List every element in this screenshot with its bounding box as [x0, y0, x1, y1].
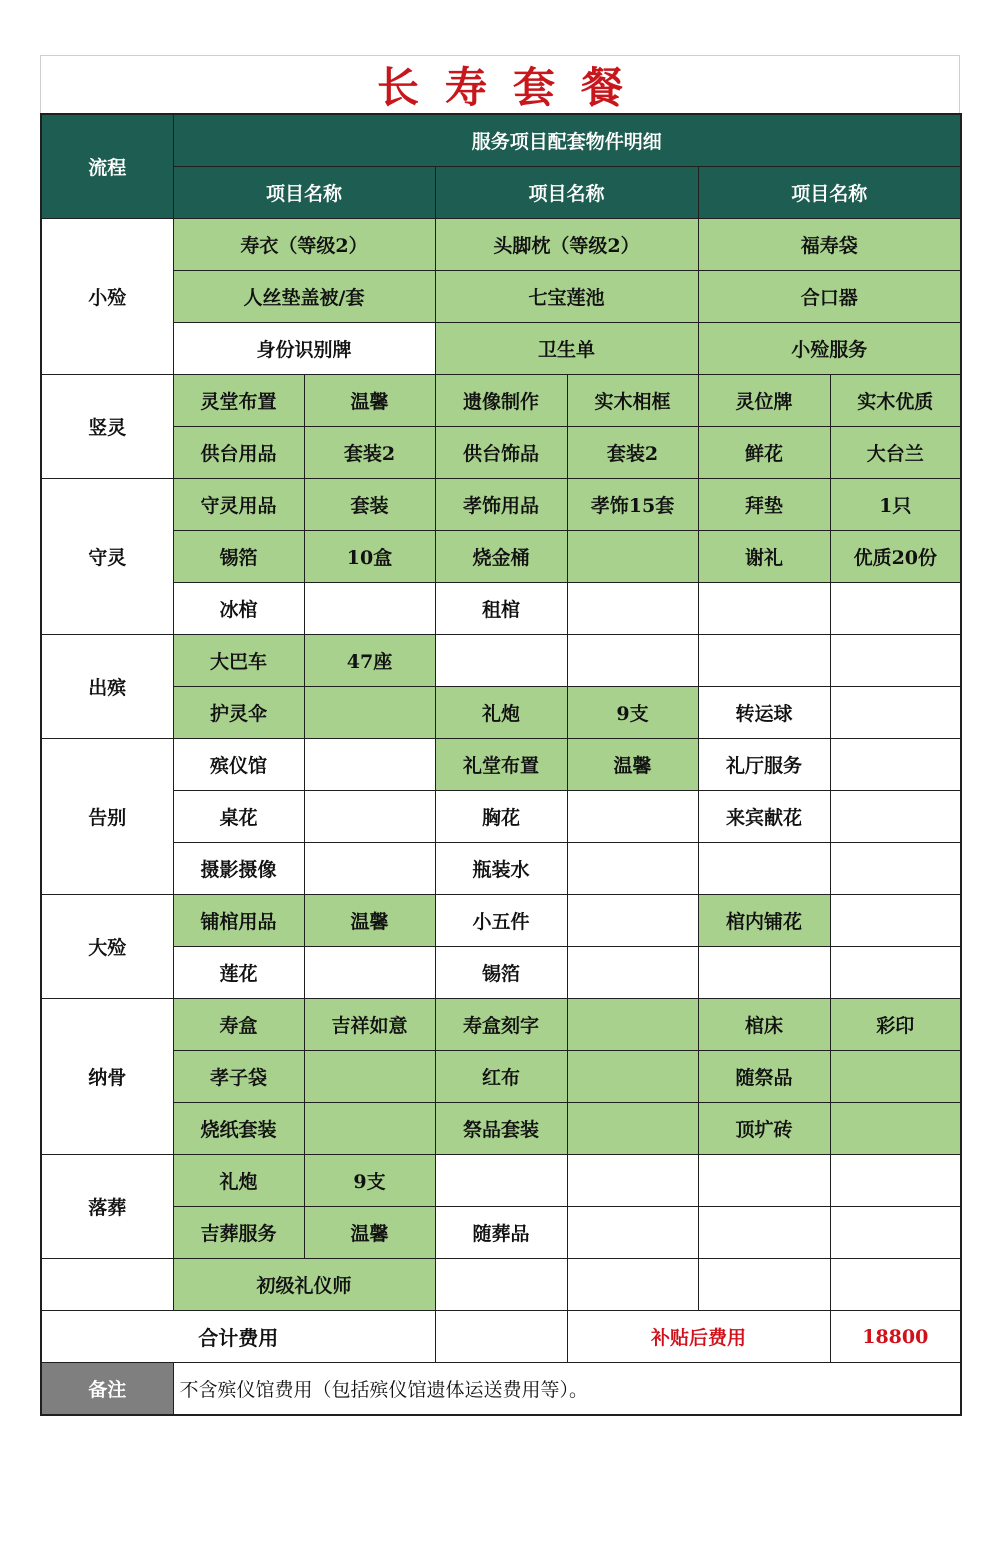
item-cell	[830, 687, 961, 739]
title-row	[40, 55, 960, 113]
item-cell: 铺棺用品	[173, 895, 304, 947]
item-cell: 桌花	[173, 791, 304, 843]
item-cell: 小殓服务	[698, 323, 961, 375]
item-cell: 优质20份	[830, 531, 961, 583]
table-row	[41, 479, 961, 531]
page-title: 长寿套餐	[376, 62, 649, 112]
item-cell: 租棺	[435, 583, 567, 635]
item-cell	[567, 1051, 698, 1103]
item-cell: 七宝莲池	[435, 271, 698, 323]
item-cell: 大巴车	[173, 635, 304, 687]
item-cell: 小五件	[435, 895, 567, 947]
item-cell: 礼厅服务	[698, 739, 830, 791]
item-cell: 烧金桶	[435, 531, 567, 583]
item-cell: 温馨	[567, 739, 698, 791]
item-cell	[304, 947, 435, 999]
item-cell: 实木优质	[830, 375, 961, 427]
item-cell: 47座	[304, 635, 435, 687]
table-row	[41, 1155, 961, 1207]
item-cell: 礼炮	[173, 1155, 304, 1207]
table-row	[41, 271, 961, 323]
item-cell	[435, 1155, 567, 1207]
item-cell: 来宾献花	[698, 791, 830, 843]
process-xiaolian: 小殓	[41, 219, 173, 375]
item-cell	[830, 1155, 961, 1207]
item-cell: 鲜花	[698, 427, 830, 479]
table-row	[41, 531, 961, 583]
item-cell	[567, 999, 698, 1051]
item-cell: 吉葬服务	[173, 1207, 304, 1259]
item-cell: 瓶装水	[435, 843, 567, 895]
item-cell	[304, 583, 435, 635]
table-row	[41, 999, 961, 1051]
item-cell	[830, 583, 961, 635]
table-row	[41, 1207, 961, 1259]
item-cell	[567, 791, 698, 843]
item-cell	[567, 1259, 698, 1311]
item-cell: 1只	[830, 479, 961, 531]
table-row	[41, 219, 961, 271]
item-cell	[830, 1207, 961, 1259]
process-shouling: 守灵	[41, 479, 173, 635]
table-row	[41, 427, 961, 479]
item-cell	[567, 895, 698, 947]
item-cell: 拜垫	[698, 479, 830, 531]
item-cell: 谢礼	[698, 531, 830, 583]
total-label: 合计费用	[41, 1311, 435, 1363]
table-row	[41, 583, 961, 635]
table-row	[41, 323, 961, 375]
total-row	[41, 1311, 961, 1363]
item-cell	[567, 843, 698, 895]
item-cell: 福寿袋	[698, 219, 961, 271]
process-gaobie: 告别	[41, 739, 173, 895]
item-cell	[830, 947, 961, 999]
item-cell: 随祭品	[698, 1051, 830, 1103]
item-cell: 顶圹砖	[698, 1103, 830, 1155]
item-cell: 转运球	[698, 687, 830, 739]
item-cell: 摄影摄像	[173, 843, 304, 895]
item-cell: 吉祥如意	[304, 999, 435, 1051]
item-cell	[830, 843, 961, 895]
item-cell: 9支	[567, 687, 698, 739]
item-cell	[698, 1259, 830, 1311]
item-cell: 灵堂布置	[173, 375, 304, 427]
item-cell	[698, 843, 830, 895]
item-cell: 温馨	[304, 375, 435, 427]
item-cell: 彩印	[830, 999, 961, 1051]
header-detail: 服务项目配套物件明细	[173, 114, 961, 167]
table-row	[41, 375, 961, 427]
header-col3: 项目名称	[698, 167, 961, 219]
header-row	[41, 114, 961, 167]
process-shuling: 竖灵	[41, 375, 173, 479]
item-cell	[304, 791, 435, 843]
item-cell: 供台饰品	[435, 427, 567, 479]
item-cell: 护灵伞	[173, 687, 304, 739]
item-cell	[698, 583, 830, 635]
item-cell	[830, 635, 961, 687]
package-table	[40, 113, 962, 1416]
table-row	[41, 1051, 961, 1103]
note-row	[41, 1363, 961, 1416]
header-process: 流程	[41, 114, 173, 219]
item-cell: 孝饰15套	[567, 479, 698, 531]
item-cell	[567, 1103, 698, 1155]
item-cell: 套装2	[567, 427, 698, 479]
note-text: 不含殡仪馆费用（包括殡仪馆遗体运送费用等）。	[173, 1363, 961, 1416]
item-cell: 人丝垫盖被/套	[173, 271, 435, 323]
header-col2: 项目名称	[435, 167, 698, 219]
item-cell	[567, 1207, 698, 1259]
item-cell: 灵位牌	[698, 375, 830, 427]
item-cell: 10盒	[304, 531, 435, 583]
item-cell: 棺床	[698, 999, 830, 1051]
item-cell: 寿衣（等级2）	[173, 219, 435, 271]
table-row	[41, 843, 961, 895]
item-cell	[304, 739, 435, 791]
item-cell: 头脚枕（等级2）	[435, 219, 698, 271]
item-cell	[304, 687, 435, 739]
item-cell: 合口器	[698, 271, 961, 323]
price-sheet	[40, 55, 960, 1416]
item-cell: 莲花	[173, 947, 304, 999]
item-cell	[304, 1103, 435, 1155]
item-cell	[830, 895, 961, 947]
item-cell: 礼堂布置	[435, 739, 567, 791]
item-cell	[435, 1259, 567, 1311]
item-cell	[567, 635, 698, 687]
item-cell: 锡箔	[173, 531, 304, 583]
table-row	[41, 687, 961, 739]
item-cell: 随葬品	[435, 1207, 567, 1259]
item-cell: 冰棺	[173, 583, 304, 635]
item-cell: 遗像制作	[435, 375, 567, 427]
item-cell	[567, 531, 698, 583]
item-cell: 初级礼仪师	[173, 1259, 435, 1311]
process-nagu: 纳骨	[41, 999, 173, 1155]
table-row	[41, 739, 961, 791]
item-cell: 温馨	[304, 895, 435, 947]
table-row	[41, 635, 961, 687]
item-cell	[698, 1207, 830, 1259]
item-cell	[567, 947, 698, 999]
note-label: 备注	[41, 1363, 173, 1416]
process-chubin: 出殡	[41, 635, 173, 739]
item-cell: 殡仪馆	[173, 739, 304, 791]
item-cell	[830, 1051, 961, 1103]
item-cell	[567, 1155, 698, 1207]
item-cell: 寿盒刻字	[435, 999, 567, 1051]
item-cell	[304, 1051, 435, 1103]
total-empty-cell	[435, 1311, 567, 1363]
item-cell: 套装2	[304, 427, 435, 479]
process-luozang: 落葬	[41, 1155, 173, 1259]
subsidy-label: 补贴后费用	[567, 1311, 830, 1363]
item-cell	[698, 635, 830, 687]
item-cell: 孝子袋	[173, 1051, 304, 1103]
item-cell: 大台兰	[830, 427, 961, 479]
total-amount: 18800	[830, 1311, 961, 1363]
item-cell: 锡箔	[435, 947, 567, 999]
table-row	[41, 895, 961, 947]
item-cell	[698, 1155, 830, 1207]
item-cell: 祭品套装	[435, 1103, 567, 1155]
item-cell	[830, 1259, 961, 1311]
item-cell: 胸花	[435, 791, 567, 843]
item-cell: 供台用品	[173, 427, 304, 479]
item-cell: 温馨	[304, 1207, 435, 1259]
item-cell: 孝饰用品	[435, 479, 567, 531]
table-row	[41, 1259, 961, 1311]
item-cell	[567, 583, 698, 635]
item-cell	[698, 947, 830, 999]
item-cell: 9支	[304, 1155, 435, 1207]
process-dalian: 大殓	[41, 895, 173, 999]
item-cell: 红布	[435, 1051, 567, 1103]
item-cell: 守灵用品	[173, 479, 304, 531]
item-cell	[830, 739, 961, 791]
table-row	[41, 791, 961, 843]
item-cell: 礼炮	[435, 687, 567, 739]
item-cell: 实木相框	[567, 375, 698, 427]
item-cell	[435, 635, 567, 687]
header-col1: 项目名称	[173, 167, 435, 219]
table-row	[41, 947, 961, 999]
process-extra	[41, 1259, 173, 1311]
item-cell: 身份识别牌	[173, 323, 435, 375]
item-cell: 烧纸套装	[173, 1103, 304, 1155]
item-cell	[830, 1103, 961, 1155]
item-cell: 棺内铺花	[698, 895, 830, 947]
item-cell	[830, 791, 961, 843]
header-subrow	[41, 167, 961, 219]
item-cell: 寿盒	[173, 999, 304, 1051]
table-row	[41, 1103, 961, 1155]
item-cell	[304, 843, 435, 895]
item-cell: 套装	[304, 479, 435, 531]
item-cell: 卫生单	[435, 323, 698, 375]
